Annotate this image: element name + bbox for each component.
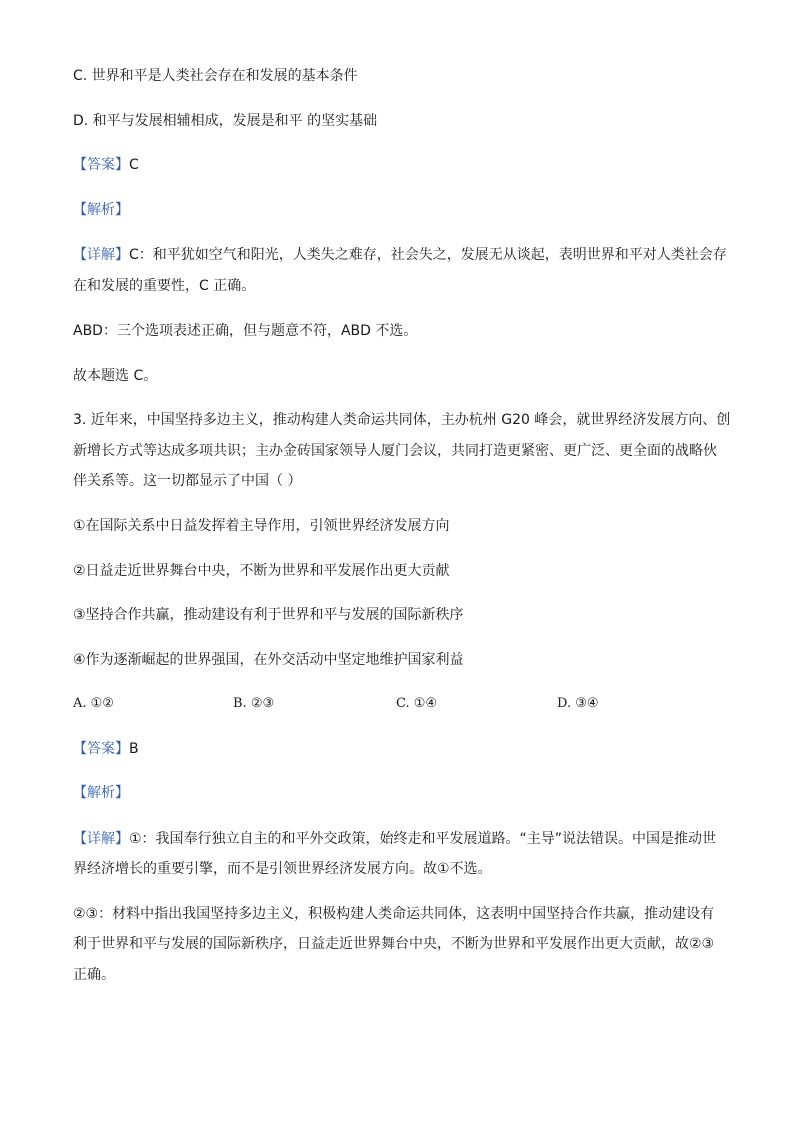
q3-detail1-line-1 xyxy=(73,829,723,849)
q3-answer-line xyxy=(73,739,723,759)
detail-label: 【详解】 xyxy=(73,247,129,263)
option-c-text: C. 世界和平是人类社会存在和发展的基本条件 xyxy=(73,68,358,84)
detail-text: C：和平犹如空气和阳光，人类失之难存，社会失之，发展无从谈起，表明世界和平对人类社会存 xyxy=(129,247,727,263)
abd-line: ABD：三个选项表述正确，但与题意不符，ABD 不选。 xyxy=(73,323,418,339)
q3-answer-value: B xyxy=(129,741,139,757)
q3-detail2-line-1: ②③：材料中指出我国坚持多边主义，积极构建人类命运共同体，这表明中国坚持合作共赢，推动建设有 xyxy=(73,906,715,922)
q3-detail2-line-3: 正确。 xyxy=(73,967,115,983)
detail-line-1 xyxy=(73,245,727,265)
q3-detail1-line-2: 界经济增长的重要引擎，而不是引领世界经济发展方向。故①不选。 xyxy=(73,861,492,877)
q3-analysis-label: 【解析】 xyxy=(73,785,129,801)
analysis-heading xyxy=(73,200,723,220)
question-stem-line-3: 伴关系等。这一切都显示了中国（ ） xyxy=(73,473,302,489)
answer-line xyxy=(73,155,723,175)
statement-1: ①在国际关系中日益发挥着主导作用，引领世界经济发展方向 xyxy=(73,518,450,534)
option-d-text: D. 和平与发展相辅相成，发展是和平 的坚实基础 xyxy=(73,113,378,129)
statement-4: ④作为逐渐崛起的世界强国，在外交活动中坚定地维护国家利益 xyxy=(73,652,464,668)
analysis-label: 【解析】 xyxy=(73,202,129,218)
answer-value: C xyxy=(129,157,139,173)
q3-detail2-line-2: 利于世界和平与发展的国际新秩序，日益走近世界舞台中央，不断为世界和平发展作出更大贡献，故②③ xyxy=(73,936,715,952)
conclusion-line: 故本题选 C。 xyxy=(73,368,158,384)
q3-detail1-text: ①：我国奉行独立自主的和平外交政策，始终走和平发展道路。“主导”说法错误。中国是推动世 xyxy=(129,831,717,847)
statement-3: ③坚持合作共赢，推动建设有利于世界和平与发展的国际新秩序 xyxy=(73,607,464,623)
choice-b: B. ②③ xyxy=(233,696,275,711)
choice-c: C. ①④ xyxy=(396,696,438,711)
answer-label: 【答案】 xyxy=(73,157,129,173)
q3-answer-label: 【答案】 xyxy=(73,741,129,757)
question-stem-line-1: 3. 近年来，中国坚持多边主义，推动构建人类命运共同体，主办杭州 G20 峰会，就世界经济发展方向、创 xyxy=(73,412,731,428)
detail-line-2: 在和发展的重要性，C 正确。 xyxy=(73,278,256,294)
q3-analysis-heading xyxy=(73,783,723,803)
statement-2: ②日益走近世界舞台中央，不断为世界和平发展作出更大贡献 xyxy=(73,563,450,579)
choice-d: D. ③④ xyxy=(557,696,599,711)
q3-detail-label: 【详解】 xyxy=(73,831,129,847)
question-stem-line-2: 新增长方式等达成多项共识；主办金砖国家领导人厦门会议，共同打造更紧密、更广泛、更全面的战略伙 xyxy=(73,443,717,459)
choice-a: A. ①② xyxy=(73,696,114,711)
